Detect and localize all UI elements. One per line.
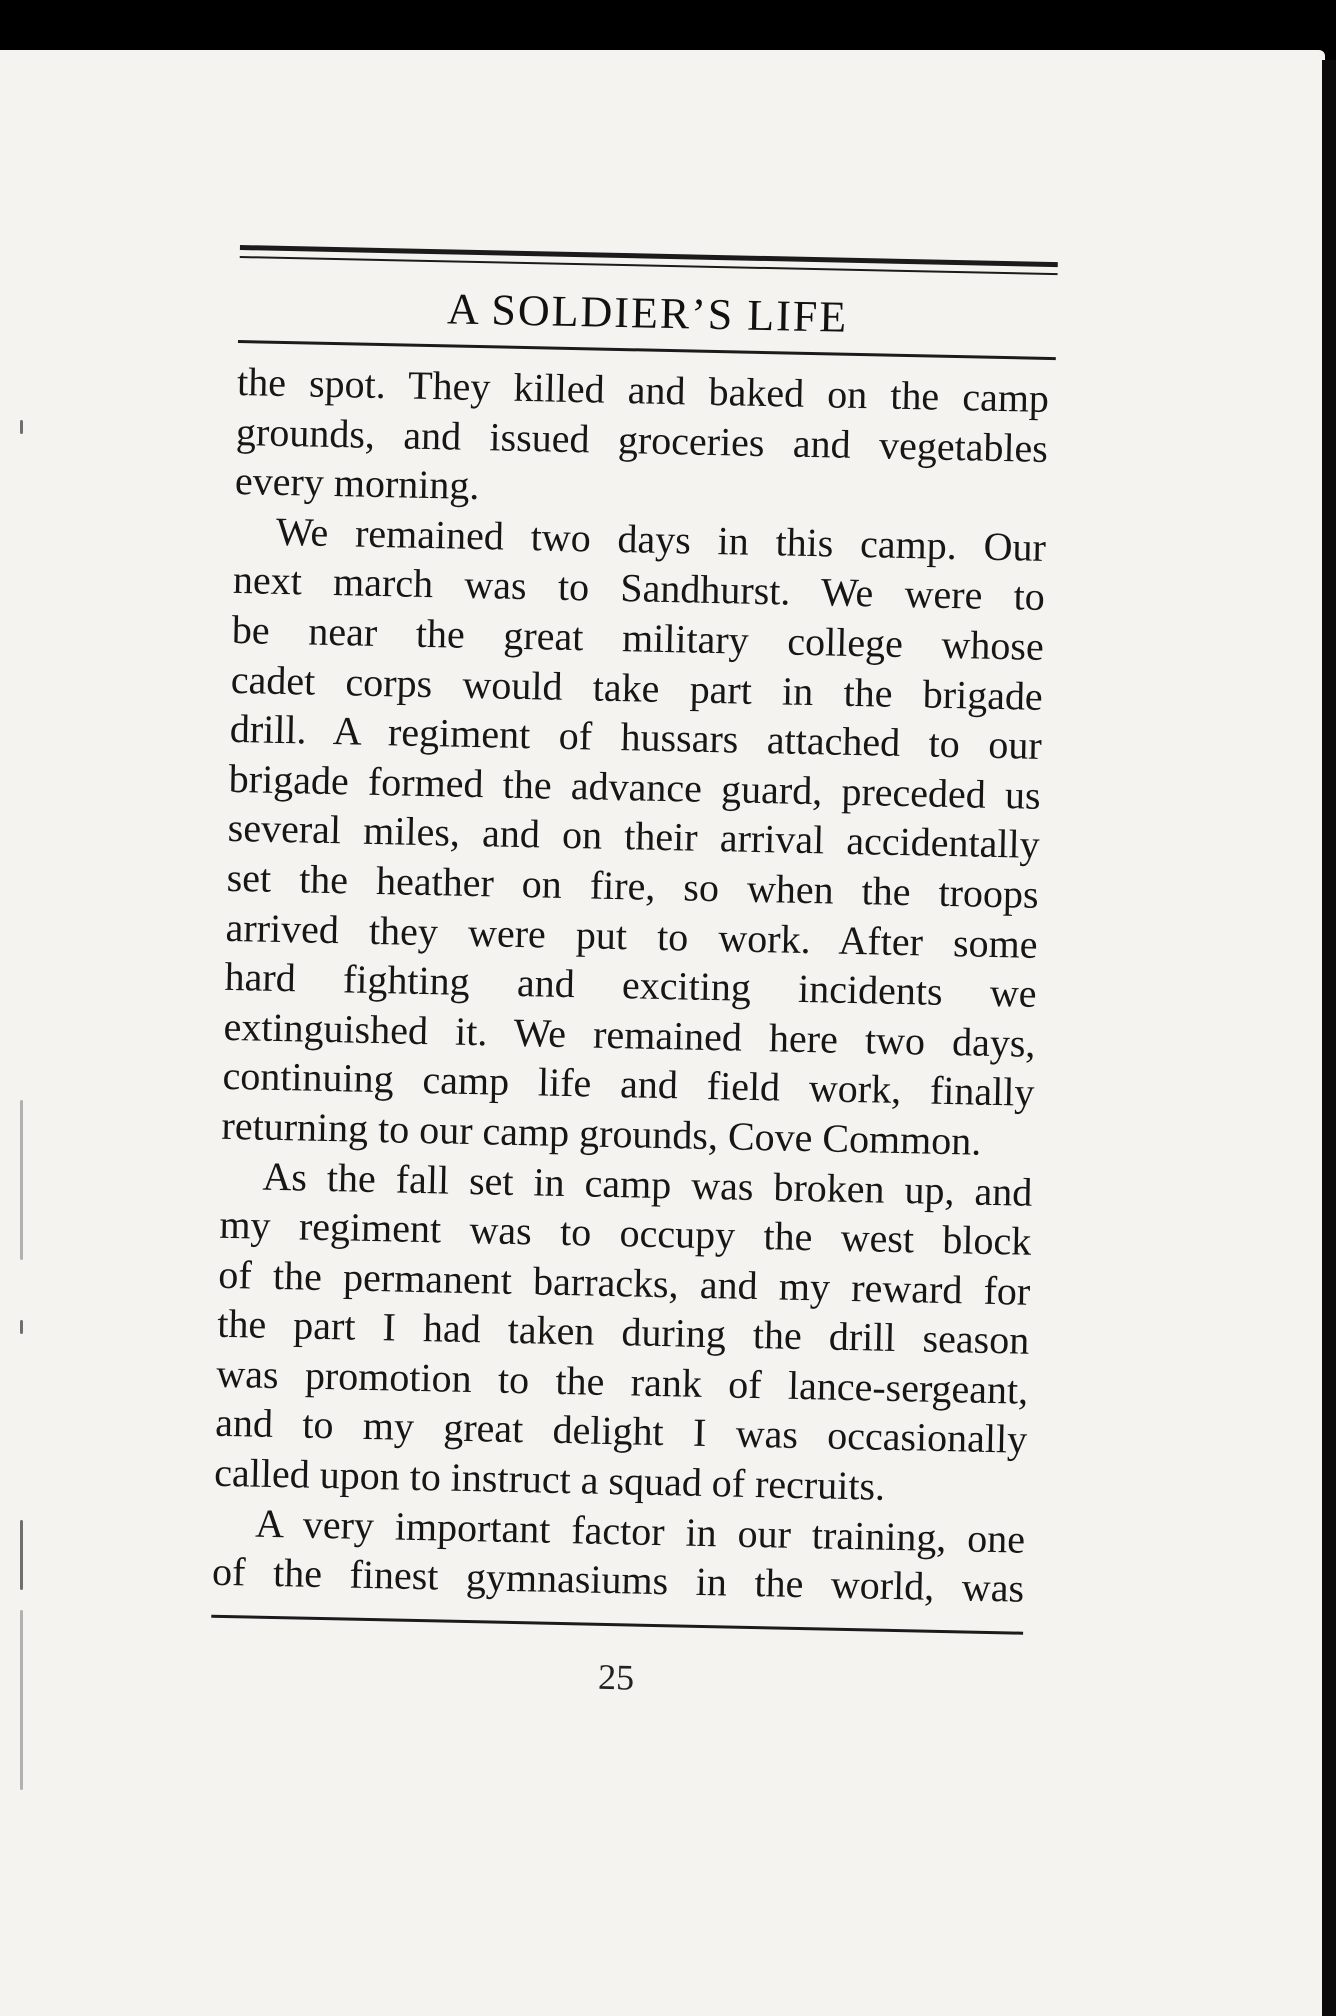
- gutter-mark: [20, 420, 23, 434]
- page-content: [210, 245, 1080, 1707]
- text-line: was promotion to the rank of lance-sergeant,: [215, 1350, 1029, 1413]
- text-line: the part I had taken during the drill season: [216, 1301, 1030, 1364]
- text-line: my regiment was to occupy the west block: [219, 1201, 1032, 1264]
- footer-rule: [211, 1615, 1023, 1635]
- running-head: A SOLDIER’S LIFE: [446, 284, 849, 342]
- text-line: grounds, and issued groceries and vegetables: [235, 408, 1049, 471]
- text-line: every morning.: [234, 458, 480, 509]
- paragraph: [235, 357, 1050, 523]
- body-text: [212, 357, 1050, 1614]
- text-line: arrived they were put to work. After some: [225, 904, 1039, 967]
- text-line: extinguished it. We remained here two days,: [223, 1003, 1036, 1066]
- page-edge-shadow: [1322, 60, 1336, 2016]
- text-line: returning to our camp grounds, Cove Common.: [221, 1102, 982, 1164]
- text-line: drill. A regiment of hussars attached to our: [229, 706, 1043, 769]
- text-line: the spot. They killed and baked on the camp: [236, 358, 1050, 421]
- text-line: brigade formed the advance guard, preceded us: [228, 755, 1042, 818]
- text-line: be near the great military college whose: [231, 606, 1045, 669]
- book-page: [0, 50, 1325, 2016]
- text-line: set the heather on fire, so when the troops: [226, 854, 1040, 917]
- text-line: continuing camp life and field work, finally: [222, 1053, 1035, 1116]
- page-number: 25: [597, 1656, 635, 1698]
- gutter-mark: [20, 1520, 23, 1590]
- gutter-mark: [20, 1320, 23, 1334]
- paragraph: [214, 1150, 1033, 1514]
- text-line: of the permanent barracks, and my reward for: [217, 1251, 1031, 1314]
- text-line: hard fighting and exciting incidents we: [224, 953, 1037, 1016]
- paragraph: [221, 506, 1046, 1168]
- text-line: and to my great delight I was occasionally: [214, 1400, 1028, 1463]
- text-line: A very important factor in our training, one: [254, 1500, 1026, 1562]
- text-line: of the finest gymnasiums in the world, was: [211, 1548, 1025, 1611]
- text-line: several miles, and on their arrival accidentally: [227, 805, 1041, 868]
- text-line: We remained two days in this camp. Our: [275, 508, 1047, 570]
- text-line: called upon to instruct a squad of recruits.: [213, 1449, 886, 1509]
- gutter-mark: [20, 1100, 23, 1260]
- gutter-mark: [20, 1610, 23, 1790]
- text-line: next march was to Sandhurst. We were to: [232, 557, 1046, 620]
- text-line: As the fall set in camp was broken up, and: [262, 1153, 1033, 1215]
- text-line: cadet corps would take part in the brigade: [230, 656, 1044, 719]
- paragraph: [212, 1497, 1026, 1613]
